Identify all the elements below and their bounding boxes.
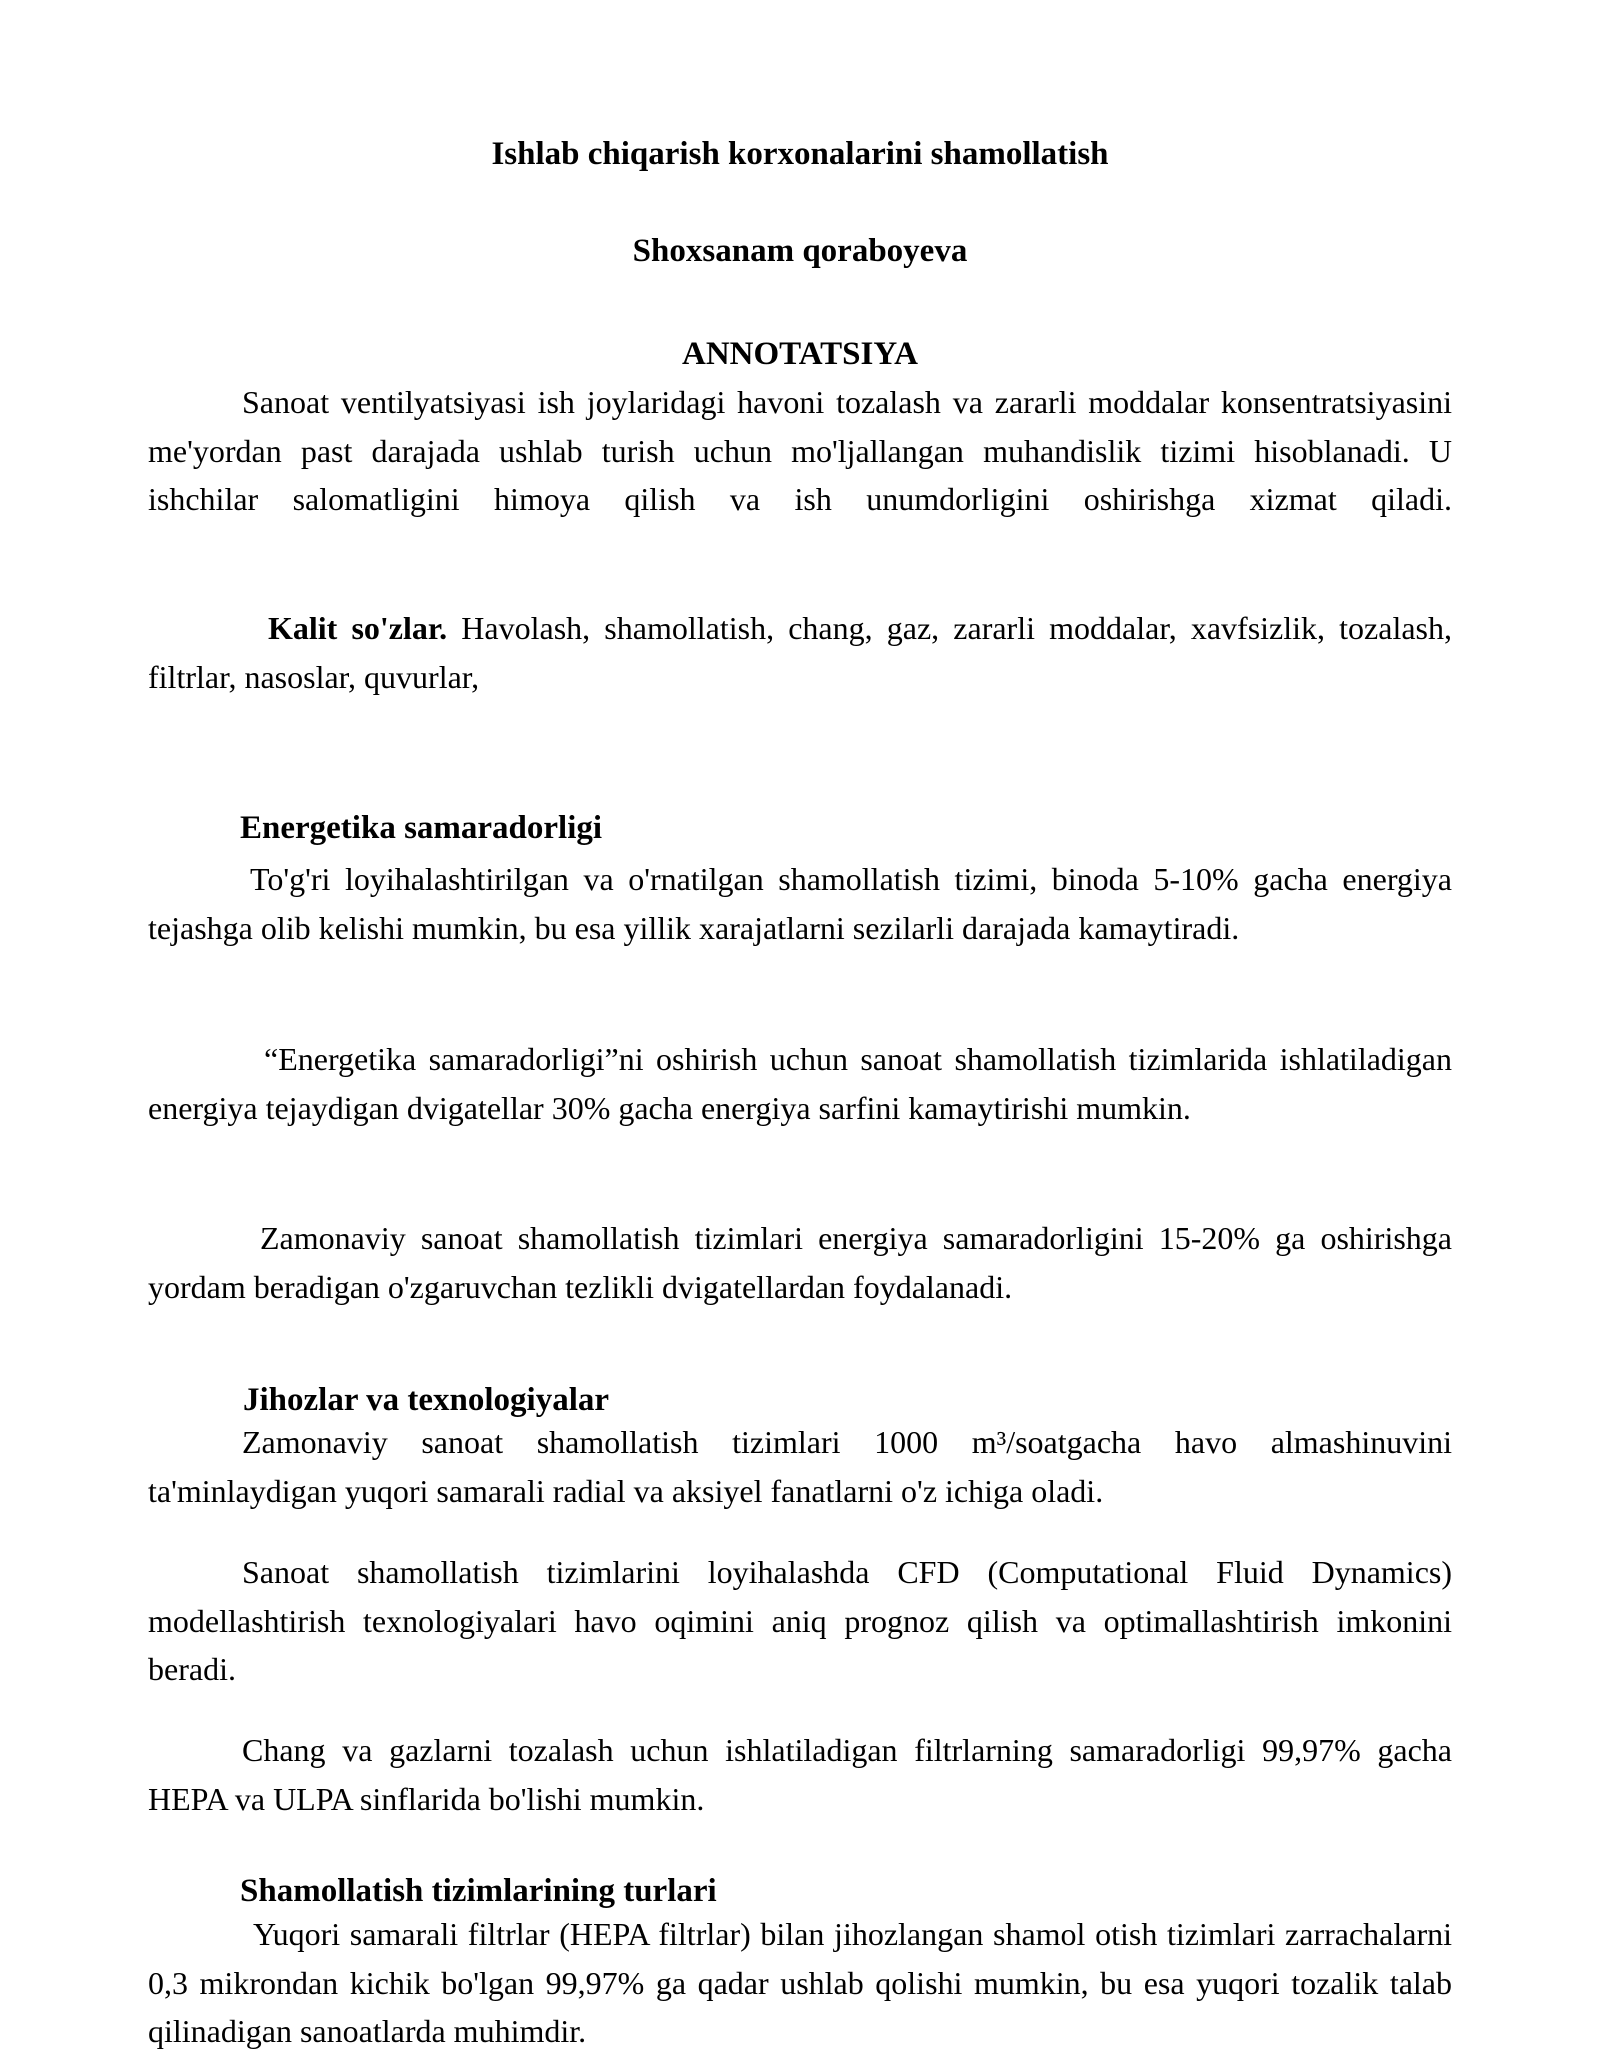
annotation-heading: ANNOTATSIYA [682, 336, 918, 372]
section-heading-jihozlar: Jihozlar va texnologiyalar [243, 1382, 610, 1418]
keywords-label: Kalit so'zlar. [268, 610, 448, 646]
annotation-paragraph: Sanoat ventilyatsiyasi ish joylaridagi havoni tozalash va zararli moddalar konsentratsiyasini me'yordan past darajada ushlab turish uchun mo'ljallangan muhandislik tizimi hisoblanadi. U ishchilar salomatligini himoya qilish va ish unumdorligini oshirishga xizmat qiladi. [148, 384, 1452, 517]
section-2-paragraph-2: Sanoat shamollatish tizimlarini loyihalashda CFD (Computational Fluid Dynamics) modellashtirish texnologiyalari havo oqimini aniq prognoz qilish va optimallashtirish imkonini beradi. [148, 1554, 1452, 1687]
section-2-paragraph-1: Zamonaviy sanoat shamollatish tizimlari 1000 m³/soatgacha havo almashinuvini ta'minlaydigan yuqori samarali radial va aksiyel fanatlarni o'z ichiga oladi. [148, 1424, 1452, 1509]
section-1-paragraph-2: “Energetika samaradorligi”ni oshirish uchun sanoat shamollatish tizimlarida ishlatiladigan energiya tejaydigan dvigatellar 30% gacha energiya sarfini kamaytirishi mumkin. [148, 1041, 1452, 1126]
section-1-paragraph-3: Zamonaviy sanoat shamollatish tizimlari energiya samaradorligini 15-20% ga oshirishga yordam beradigan o'zgaruvchan tezlikli dvigatellardan foydalanadi. [148, 1220, 1452, 1305]
document-title: Ishlab chiqarish korxonalarini shamollatish [491, 136, 1109, 172]
section-heading-energetika: Energetika samaradorligi [240, 810, 603, 846]
keywords-text: Havolash, shamollatish, chang, gaz, zararli moddalar, xavfsizlik, tozalash, filtrlar, nasoslar, quvurlar, [148, 610, 1453, 695]
section-heading-turlari: Shamollatish tizimlarining turlari [240, 1873, 717, 1909]
section-1-paragraph-1: To'g'ri loyihalashtirilgan va o'rnatilgan shamollatish tizimi, binoda 5-10% gacha energiya tejashga olib kelishi mumkin, bu esa yillik xarajatlarni sezilarli darajada kamaytiradi. [148, 861, 1452, 946]
keywords-paragraph [148, 604, 1452, 701]
author-name: Shoxsanam qoraboyeva [632, 233, 968, 269]
section-3-paragraph-1: Yuqori samarali filtrlar (HEPA filtrlar) bilan jihozlangan shamol otish tizimlari zarrachalarni 0,3 mikrondan kichik bo'lgan 99,97% ga qadar ushlab qolishi mumkin, bu esa yuqori tozalik talab qilinadigan sanoatlarda muhimdir. [148, 1916, 1452, 2049]
section-2-paragraph-3: Chang va gazlarni tozalash uchun ishlatiladigan filtrlarning samaradorligi 99,97% gacha HEPA va ULPA sinflarida bo'lishi mumkin. [148, 1732, 1452, 1817]
